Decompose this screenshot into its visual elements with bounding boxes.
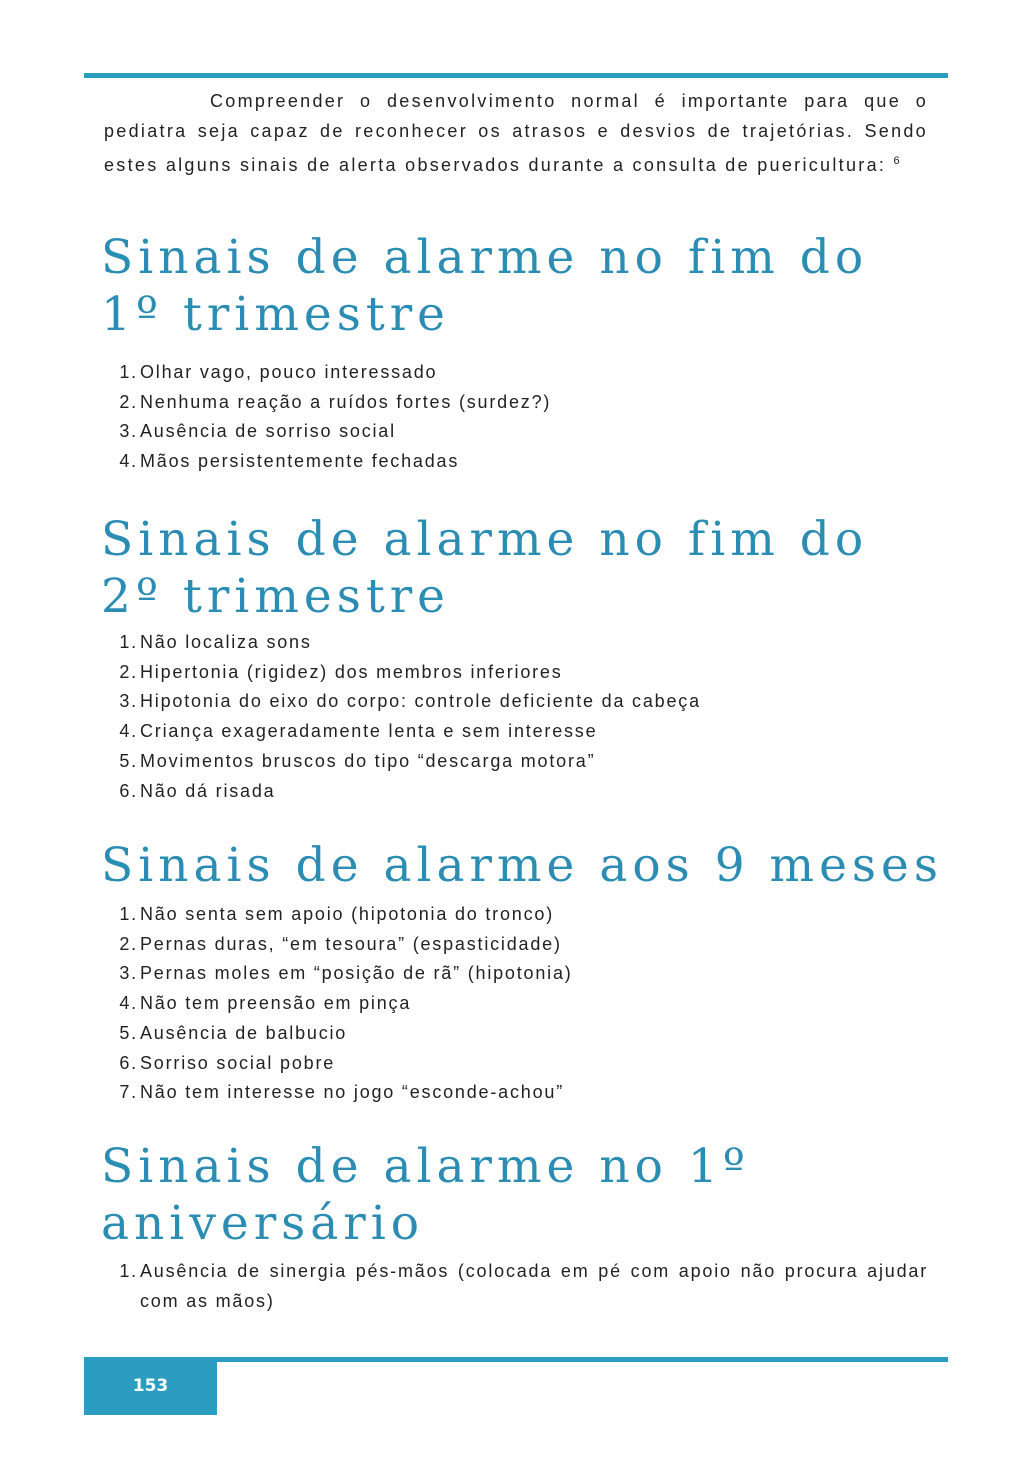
item-text: Não dá risada bbox=[140, 780, 276, 801]
item-text: Ausência de sinergia pés-mãos (colocada em pé com apoio não procura ajudar com as mãos) bbox=[140, 1261, 928, 1311]
list-item bbox=[104, 1078, 928, 1108]
item-text: Nenhuma reação a ruídos fortes (surdez?) bbox=[140, 391, 552, 412]
item-text: Ausência de balbucio bbox=[140, 1022, 348, 1043]
item-number: 3. bbox=[119, 691, 138, 712]
section-heading-1-line1: Sinais de alarme no fim do bbox=[101, 230, 869, 285]
item-text: Hipertonia (rigidez) dos membros inferiores bbox=[140, 661, 563, 682]
item-number: 1. bbox=[119, 362, 138, 382]
list-item bbox=[104, 900, 928, 930]
section-heading-2 bbox=[101, 511, 961, 625]
item-number: 7. bbox=[119, 1082, 138, 1103]
list-item bbox=[104, 358, 928, 388]
item-number: 1. bbox=[119, 1261, 138, 1281]
list-item bbox=[104, 388, 928, 418]
page-number: 153 bbox=[132, 1376, 169, 1396]
intro-reference: 6 bbox=[893, 155, 900, 167]
item-number: 1. bbox=[119, 632, 138, 652]
list-item bbox=[104, 447, 928, 477]
list-item bbox=[104, 717, 928, 747]
list-item bbox=[104, 959, 928, 989]
item-number: 3. bbox=[119, 963, 138, 984]
intro-paragraph bbox=[104, 86, 928, 180]
item-text: Olhar vago, pouco interessado bbox=[140, 362, 438, 382]
item-number: 5. bbox=[119, 1022, 138, 1043]
section-heading-4-line1: Sinais de alarme no 1º bbox=[101, 1139, 750, 1194]
item-text: Criança exageradamente lenta e sem interesse bbox=[140, 721, 598, 742]
item-text: Sorriso social pobre bbox=[140, 1052, 336, 1073]
section-heading-3 bbox=[101, 837, 961, 894]
item-text: Não senta sem apoio (hipotonia do tronco) bbox=[140, 904, 555, 924]
item-number: 2. bbox=[119, 391, 138, 412]
list-item bbox=[104, 1257, 928, 1316]
item-text: Pernas moles em “posição de rã” (hipotonia) bbox=[140, 963, 573, 984]
item-text: Não localiza sons bbox=[140, 632, 312, 652]
section-heading-1 bbox=[101, 229, 961, 343]
list-item bbox=[104, 1019, 928, 1049]
section-list-4 bbox=[104, 1257, 928, 1316]
item-number: 3. bbox=[119, 421, 138, 442]
item-text: Não tem interesse no jogo “esconde-achou” bbox=[140, 1082, 564, 1103]
section-heading-2-line2: 2º trimestre bbox=[101, 569, 450, 624]
item-number: 4. bbox=[119, 451, 138, 472]
section-heading-4 bbox=[101, 1138, 961, 1252]
section-list-2 bbox=[104, 628, 928, 806]
section-heading-1-line2: 1º trimestre bbox=[101, 287, 450, 342]
section-heading-3-line1: Sinais de alarme aos 9 meses bbox=[101, 838, 943, 893]
list-item bbox=[104, 658, 928, 688]
item-number: 4. bbox=[119, 721, 138, 742]
item-text: Movimentos bruscos do tipo “descarga motora” bbox=[140, 750, 596, 771]
list-item bbox=[104, 777, 928, 807]
top-rule bbox=[84, 73, 948, 78]
item-number: 2. bbox=[119, 933, 138, 954]
intro-text: Compreender o desenvolvimento normal é importante para que o pediatra seja capaz de reconhecer os atrasos e desvios de trajetórias. Sendo estes alguns sinais de alerta observados durante a consulta de puericultura: bbox=[104, 91, 928, 175]
list-item bbox=[104, 417, 928, 447]
item-number: 4. bbox=[119, 993, 138, 1014]
item-number: 6. bbox=[119, 1052, 138, 1073]
item-text: Hipotonia do eixo do corpo: controle deficiente da cabeça bbox=[140, 691, 701, 712]
list-item bbox=[104, 687, 928, 717]
item-number: 1. bbox=[119, 904, 138, 924]
list-item bbox=[104, 747, 928, 777]
item-number: 5. bbox=[119, 750, 138, 771]
item-text: Pernas duras, “em tesoura” (espasticidade) bbox=[140, 933, 562, 954]
item-number: 6. bbox=[119, 780, 138, 801]
section-heading-4-line2: aniversário bbox=[101, 1196, 425, 1251]
list-item bbox=[104, 628, 928, 658]
section-heading-2-line1: Sinais de alarme no fim do bbox=[101, 512, 869, 567]
item-number: 2. bbox=[119, 661, 138, 682]
section-list-3 bbox=[104, 900, 928, 1108]
page-number-box bbox=[84, 1357, 217, 1415]
item-text: Ausência de sorriso social bbox=[140, 421, 396, 442]
list-item bbox=[104, 930, 928, 960]
list-item bbox=[104, 1049, 928, 1079]
list-item bbox=[104, 989, 928, 1019]
item-text: Não tem preensão em pinça bbox=[140, 993, 412, 1014]
item-text: Mãos persistentemente fechadas bbox=[140, 451, 460, 472]
section-list-1 bbox=[104, 358, 928, 477]
